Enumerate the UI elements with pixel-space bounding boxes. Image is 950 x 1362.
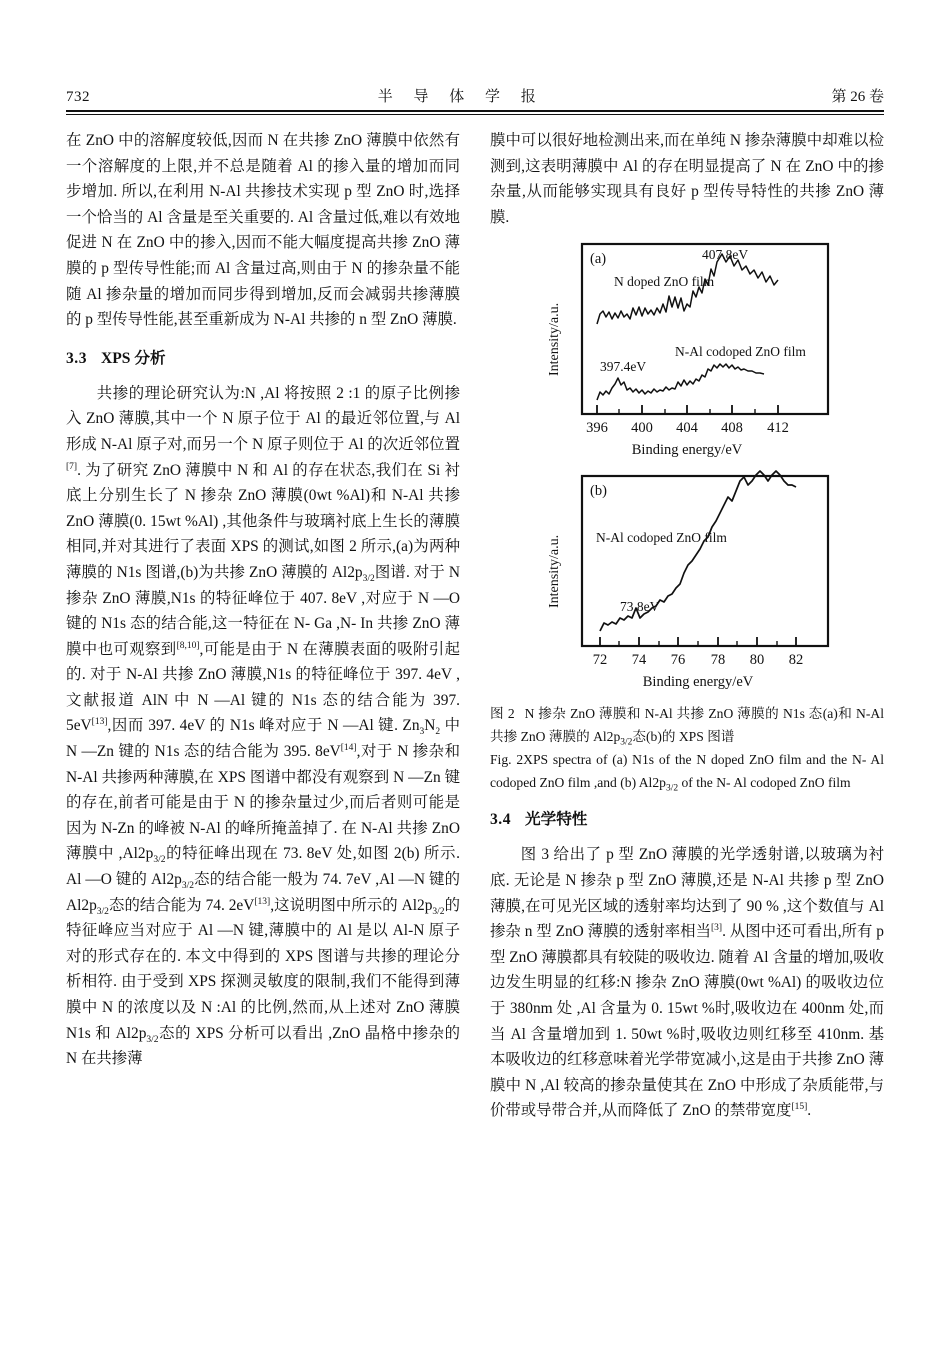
- panel-label-b: (b): [590, 483, 607, 500]
- annotation-397-4ev: 397.4eV: [600, 359, 647, 375]
- y-axis-label-b: Intensity/a.u.: [547, 535, 562, 609]
- sub-3-2-f: 3/2: [146, 1034, 159, 1045]
- heading-3-3-text: XPS 分析: [101, 349, 166, 367]
- caption-en-a: XPS spectra of (a) N1s of the N doped ZnO film and the N- Al codoped ZnO film ,and (b) Al2p: [490, 752, 884, 791]
- x-tick-labels-b: [593, 652, 804, 668]
- sub-3-2-b: 3/2: [153, 855, 166, 866]
- svg-text:396: 396: [586, 420, 608, 437]
- sub-3-2-d: 3/2: [96, 906, 109, 917]
- lp2-l: ,这说明图中所示的 Al2p: [270, 896, 433, 914]
- series-label-nal-codoped-a: N-Al codoped ZnO film: [675, 344, 806, 360]
- caption-cn-a: N 掺杂 ZnO 薄膜和 N-Al 共掺 ZnO 薄膜的 N1s 态(a)和 N-Al 共掺 ZnO 薄膜的 Al2p: [490, 706, 884, 745]
- ref-15: [15]: [791, 1102, 808, 1113]
- plot-frame-a: [582, 244, 828, 414]
- x-axis-label-b: Binding energy/eV: [642, 674, 754, 691]
- svg-text:74: 74: [631, 652, 647, 669]
- header-rule-thin: [66, 114, 884, 115]
- caption-cn-lead: 图 2: [490, 706, 515, 722]
- figure-2b-block: [490, 468, 884, 696]
- lp2-h: ,对于 N 掺杂和 N-Al 共掺两种薄膜,在 XPS 图谱中都没有观察到 N —Zn 键的存在,前者可能是由于 N 的掺杂量过少,而后者则可能是因为 N-Zn 的峰被 N-Al 的峰所掩盖掉了. 在 N-Al 共掺 ZnO 薄膜中 ,Al2p: [66, 743, 460, 863]
- annotation-407-8ev: 407.8eV: [702, 247, 749, 263]
- sub-3-2-e: 3/2: [432, 906, 445, 917]
- caption-en-b: of the N- Al codoped ZnO film: [678, 775, 851, 791]
- heading-3-4-number: 3.4: [490, 811, 511, 829]
- lp2-c: 图谱. 对于 N 掺杂 ZnO 薄膜,N1s 的特征峰位于 407. 8eV ,对应于 N —O 键的 N1s 态的结合能,这一特征在 N- Ga ,N- In 共掺 ZnO 薄膜中也可观察到: [66, 563, 460, 658]
- svg-text:80: 80: [749, 652, 765, 669]
- series-label-n-doped-a: N doped ZnO film: [614, 274, 715, 290]
- svg-text:404: 404: [676, 420, 698, 437]
- svg-text:408: 408: [721, 420, 743, 437]
- annotation-73-8ev: 73.8eV: [620, 599, 660, 615]
- panel-label-a: (a): [590, 251, 607, 268]
- figure-2b: [490, 468, 884, 696]
- caption-cn-b: 态(b)的 XPS 图谱: [632, 729, 735, 745]
- page-folio: 732: [66, 89, 90, 105]
- ref-14: [14]: [340, 742, 357, 753]
- ref-3: [3]: [711, 923, 723, 934]
- sub-3-2-a: 3/2: [362, 573, 375, 584]
- figure-2a: [490, 236, 884, 462]
- lp2-k: 态的结合能为 74. 2eV: [108, 896, 255, 914]
- caption-en-sub: 3/2: [665, 784, 679, 795]
- figure-2-caption-en: [490, 748, 884, 794]
- sub-n2: 2: [435, 727, 441, 738]
- figure-2a-svg: [490, 236, 884, 462]
- lp2-g: 中 N —Zn 键的 N1s 态的结合能为 395. 8eV: [66, 717, 460, 761]
- header-rule-thick: [66, 110, 884, 112]
- volume-label: 第 26 卷: [831, 89, 884, 105]
- rp2-c: .: [807, 1102, 812, 1120]
- x-tick-labels-a: [586, 420, 789, 436]
- lp2-b: . 为了研究 ZnO 薄膜中 N 和 Al 的存在状态,我们在 Si 衬底上分别生长了 N 掺杂 ZnO 薄膜(0wt %Al)和 N-Al 共掺 ZnO 薄膜(0. 15wt %Al) ,其他条件与玻璃衬底上生长的薄膜相同,并对其进行了表面 XPS 的测试,如图 2 所示,(a)为两种薄膜的 N1s 图谱,(b)为共掺 ZnO 薄膜的 Al2p: [66, 461, 461, 581]
- lp2-j: 态的结合能一般为 74. 7eV ,Al —N 键的 Al2p: [66, 871, 460, 914]
- heading-3-4-text: 光学特性: [525, 811, 588, 829]
- ref-7: [7]: [66, 461, 78, 472]
- left-paragraph-1: 在 ZnO 中的溶解度较低,因而 N 在共掺 ZnO 薄膜中依然有一个溶解度的上限,并不总是随着 Al 的掺入量的增加而同步增加. 所以,在利用 N-Al 共掺技术实现 p 型 ZnO 时,选择一个恰当的 Al 含量是至关重要的. Al 含量过低,难以有效地促进 N 在 ZnO 中的掺入,因而不能大幅度提高共掺 ZnO 薄膜的 p 型传导性能;而 Al 含量过高,则由于 N 的掺杂量不能随 Al 掺杂量的增加而同步得到增加,反而会减弱共掺薄膜的 p 型传导性能,甚至重新成为 N-Al 共掺的 n 型 ZnO 薄膜.: [66, 132, 460, 329]
- lp2-i: 的特征峰出现在 73. 8eV 处,如图 2(b) 所示. Al —O 键的 Al2p: [66, 845, 460, 889]
- left-paragraph-2: [66, 381, 460, 1072]
- heading-3-4: [490, 808, 884, 832]
- x-ticks-major-a: [597, 405, 778, 414]
- lp2-f: N: [424, 717, 436, 735]
- caption-en-lead: Fig. 2: [490, 752, 524, 768]
- ref-13-b: [13]: [254, 896, 271, 907]
- lp2-e: ,因而 397. 4eV 的 N1s 峰对应于 N —Al 键. Zn: [107, 717, 420, 735]
- y-axis-label-a: Intensity/a.u.: [547, 303, 562, 377]
- svg-text:400: 400: [631, 420, 653, 437]
- right-paragraph-1: 膜中可以很好地检测出来,而在单纯 N 掺杂薄膜中却难以检测到,这表明薄膜中 Al 的存在明显提高了 N 在 ZnO 中的掺杂量,从而能够实现具有良好 p 型传导特性的共掺 ZnO 薄膜.: [490, 132, 884, 226]
- lp2-a: 共掺的理论研究认为:N ,Al 将按照 2 :1 的原子比例掺入 ZnO 薄膜,其中一个 N 原子位于 Al 的最近邻位置,与 Al 形成 N-Al 原子对,而另一个 N 原子则位于 Al 的次近邻位置: [66, 384, 460, 453]
- lp2-m: 的特征峰应当对应于 Al —N 键,薄膜中的 Al 是以 Al-N 原子对的形式存在的. 本文中得到的 XPS 图谱与共掺的理论分析相符. 由于受到 XPS 探测灵敏度的限制,我们不能得到薄膜中 N 的浓度以及 N :Al 的比例,然而,从上述对 ZnO 薄膜 N1s 和 Al2p: [66, 896, 460, 1042]
- running-head: [66, 80, 884, 106]
- sub-3-2-c: 3/2: [181, 881, 194, 892]
- caption-cn-sub: 3/2: [620, 738, 633, 749]
- lp2-d: ,可能是由于 N 在薄膜表面的吸附引起的. 对于 N-Al 共掺 ZnO 薄膜,N1s 的特征峰位于 397. 4eV ,文献报道 AlN 中 N —Al 键的 N1s 态的结合能为 397. 5eV: [66, 640, 460, 735]
- left-column: [66, 128, 460, 1072]
- ref-13-a: [13]: [91, 717, 108, 728]
- figure-2-caption-cn: [490, 702, 884, 748]
- svg-text:78: 78: [710, 652, 726, 669]
- figure-2a-block: [490, 236, 884, 462]
- rp2-b: . 从图中还可看出,所有 p 型 ZnO 薄膜都具有较陡的吸收边. 随着 Al 含量的增加,吸收边发生明显的红移:N 掺杂 ZnO 薄膜(0wt %Al) 的吸收边位于 380nm 处 ,Al 含量为 0. 15wt %时,吸收边在 400nm 处,而当 Al 含量增加到 1. 50wt %时,吸收边则红移至 410nm. 基本吸收边的红移意味着光学带宽减小,这是由于共掺 ZnO 薄膜中 N ,Al 较高的掺杂量使其在 ZnO 中形成了杂质能带,与价带或导带合并,从而降低了 ZnO 的禁带宽度: [490, 923, 884, 1120]
- svg-text:82: 82: [788, 652, 804, 669]
- heading-3-3-number: 3.3: [66, 349, 87, 367]
- series-label-nal-codoped-b: N-Al codoped ZnO film: [596, 530, 727, 546]
- lp2-n: 态的 XPS 分析可以看出 ,ZnO 晶格中掺杂的 N 在共掺薄: [66, 1024, 460, 1068]
- series-n-doped-a: [597, 254, 778, 324]
- right-column: [490, 128, 884, 1124]
- figure-2b-svg: [490, 468, 884, 696]
- svg-text:76: 76: [670, 652, 686, 669]
- ref-8-10: [8,10]: [176, 640, 200, 651]
- right-paragraph-2: [490, 842, 884, 1124]
- journal-title: 半 导 体 学 报: [377, 87, 544, 105]
- x-axis-label-a: Binding energy/eV: [631, 442, 743, 459]
- heading-3-3: [66, 347, 460, 371]
- sub-zn3: 3: [419, 727, 425, 738]
- svg-text:72: 72: [592, 652, 608, 669]
- rp2-a: 图 3 给出了 p 型 ZnO 薄膜的光学透射谱,以玻璃为衬底. 无论是 N 掺杂 p 型 ZnO 薄膜,还是 N-Al 共掺 p 型 ZnO 薄膜,在可见光区域的透射率均达到了 90 % ,这个数值与 Al 掺杂 n 型 ZnO 薄膜的透射率相当: [490, 846, 884, 941]
- svg-text:412: 412: [767, 420, 789, 437]
